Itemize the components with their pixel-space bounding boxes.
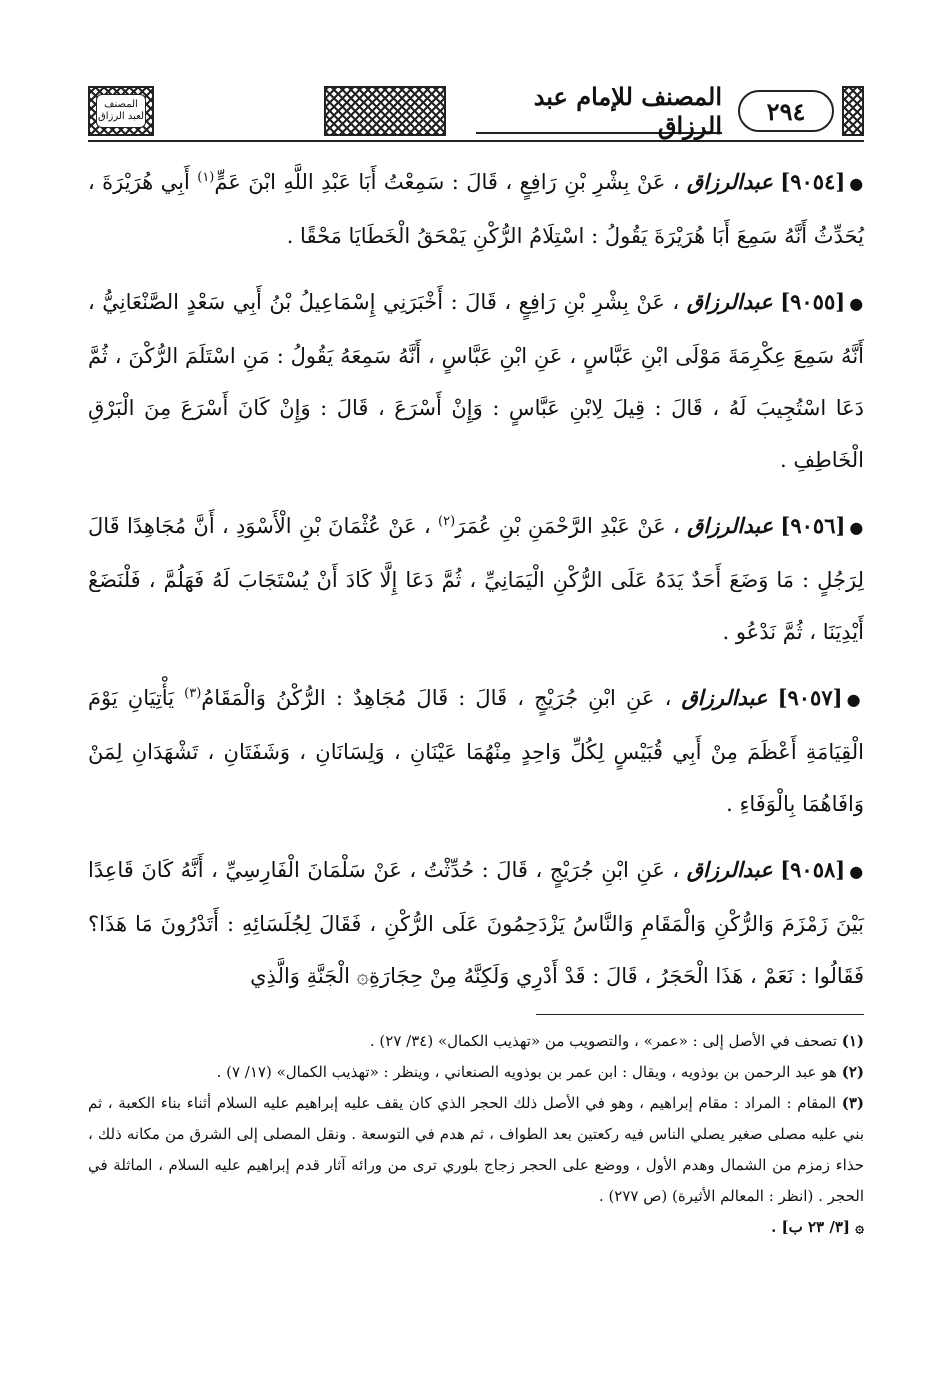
hadith-paragraph — [88, 156, 864, 262]
footnote-text: تصحف في الأصل إلى : «عمر» ، والتصويب من «تهذيب الكمال» (٣٤/ ٢٧) . — [369, 1032, 837, 1050]
page-header — [88, 82, 864, 140]
footnote-rule — [536, 1014, 864, 1015]
hadith-text: ، عَنْ بِشْرِ بْنِ رَافِعٍ ، قَالَ : سَمِعْتُ أَبَا عَبْدِ اللَّهِ ابْنَ عَمٍّ — [214, 170, 680, 194]
hadith-paragraph — [88, 844, 864, 1002]
hadith-paragraph — [88, 672, 864, 830]
hadith-text: ، عَنِ ابْنِ جُرَيْجٍ ، قَالَ : حُدِّثْتُ ، عَنْ سَلْمَانَ الْفَارِسِيِّ ، أَنَّهُ كَانَ قَاعِدًا بَيْنَ زَمْزَمَ وَالرُّكْنِ وَالْمَقَامِ وَالنَّاسُ يَزْدَحِمُونَ عَلَى الرُّكْنِ ، فَقَالَ لِجُلَسَائِهِ : أَتَدْرُونَ مَا هَذَا؟ فَقَالُوا : نَعَمْ ، هَذَا الْحَجَرُ ، قَالَ : قَدْ أَدْرِي وَلَكِنَّهُ مِنْ حِجَارَةِ — [88, 858, 864, 988]
narrator: عبدالرزاق — [686, 169, 773, 194]
narrator: عبدالرزاق — [686, 857, 773, 882]
footnote-ref: (١) — [197, 170, 215, 185]
bullet-icon: ● — [849, 294, 864, 313]
hadith-text-cont: ۞ الْجَنَّةِ وَالَّذِي — [250, 964, 369, 988]
header-ornament-band — [324, 86, 446, 136]
footnote-ref: (٢) — [438, 514, 456, 529]
bullet-icon: ● — [849, 174, 864, 193]
footnote-number: (١) — [841, 1032, 864, 1050]
footnote-text: هو عبد الرحمن بن بوذويه ، ويقال : ابن عمر بن بوذويه الصنعاني ، وينظر : «تهذيب الكمال» (١٧/ ٧) . — [216, 1063, 837, 1081]
hadith-text-cont: أَبِي هُرَيْرَةَ ، يُحَدِّثُ أَنَّهُ سَمِعَ أَبَا هُرَيْرَةَ يَقُولُ : اسْتِلَامُ الرُّكْنِ يَمْحَقُ الْخَطَايَا مَحْقًا . — [88, 170, 864, 248]
footnote-1 — [88, 1026, 864, 1057]
header-ornament-edge — [842, 86, 864, 136]
running-title: المصنف للإمام عبد الرزاق — [476, 90, 722, 134]
footnote-text: المقام : المراد : مقام إبراهيم ، وهو في الأصل ذلك الحجر الذي كان يقف عليه إبراهيم عليه السلام أثناء بناء الكعبة ، ثم بني عليه مصلى صغير يصلي الناس فيه ركعتين بعد الطواف ، ثم هدم في التوسعة . ونقل المصلى إلى الشرق من مكانه ذلك ، حذاء زمزم من الشمال وهدم الأول ، ووضع على الحجر زجاج بلوري ترى من ورائه آثار قدم إبراهيم عليه السلام ، الماثلة في الحجر . (انظر : المعالم الأثيرة) (ص ٢٧٧) . — [88, 1094, 864, 1205]
footnote-number: (٣) — [841, 1094, 864, 1112]
footnote-ref: (٣) — [184, 686, 202, 701]
hadith-number: [٩٠٥٨] — [780, 857, 846, 882]
hadith-text: ، عَنِ ابْنِ جُرَيْجٍ ، قَالَ : قَالَ مُجَاهِدٌ : الرُّكْنُ وَالْمَقَامُ — [201, 686, 672, 710]
hadith-9058 — [88, 844, 864, 1002]
footnote-3 — [88, 1088, 864, 1212]
header-rule — [88, 140, 864, 142]
emblem-frame — [96, 94, 146, 128]
hadith-text-cont: ، عَنْ عُثْمَانَ بْنِ الْأَسْوَدِ ، أَنَّ مُجَاهِدًا قَالَ لِرَجُلٍ : مَا وَضَعَ أَحَدٌ يَدَهُ عَلَى الرُّكْنِ الْيَمَانِيِّ ، ثُمَّ دَعَا إِلَّا كَادَ أَنْ يُسْتَجَابَ لَهُ فَهَلُمَّ ، فَلْنَضَعْ أَيْدِيَنَا ، ثُمَّ نَدْعُو . — [88, 514, 864, 644]
hadith-9055 — [88, 276, 864, 486]
header-emblem — [88, 86, 154, 136]
hadith-paragraph — [88, 500, 864, 658]
hadith-9056 — [88, 500, 864, 658]
main-text — [88, 156, 864, 1016]
bullet-icon: ● — [849, 518, 864, 537]
folio-mark: ۞ [٣/ ٢٣ ب] . — [771, 1218, 864, 1236]
hadith-number: [٩٠٥٧] — [777, 685, 843, 710]
hadith-number: [٩٠٥٥] — [780, 289, 846, 314]
page-number-frame — [738, 90, 834, 132]
narrator: عبدالرزاق — [687, 513, 774, 538]
footnote-number: (٢) — [841, 1063, 864, 1081]
hadith-paragraph — [88, 276, 864, 486]
hadith-text-cont: يَأْتِيَانِ يَوْمَ الْقِيَامَةِ أَعْظَمَ مِنْ أَبِي قُبَيْسٍ لِكُلِّ وَاحِدٍ مِنْهُمَا عَيْنَانِ ، وَلِسَانَانِ ، وَشَفَتَانِ ، تَشْهَدَانِ لِمَنْ وَافَاهُمَا بِالْوَفَاءِ . — [88, 686, 864, 816]
narrator: عبدالرزاق — [686, 289, 773, 314]
page-number: ٢٩٤ — [766, 96, 806, 126]
hadith-number: [٩٠٥٤] — [780, 169, 846, 194]
emblem-text: المصنف لعبد الرزاق — [97, 99, 145, 122]
folio-mark-line — [88, 1212, 864, 1243]
hadith-9057 — [88, 672, 864, 830]
hadith-number: [٩٠٥٦] — [780, 513, 846, 538]
hadith-text: ، عَنْ عَبْدِ الرَّحْمَنِ بْنِ عُمَرَ — [455, 514, 680, 538]
footnotes — [88, 1026, 864, 1243]
bullet-icon: ● — [849, 862, 864, 881]
hadith-9054 — [88, 156, 864, 262]
footnote-2 — [88, 1057, 864, 1088]
hadith-text: ، عَنْ بِشْرِ بْنِ رَافِعٍ ، قَالَ : أَخْبَرَنِي إِسْمَاعِيلُ بْنُ أَبِي سَعْدٍ الصَّنْعَانِيُّ ، أَنَّهُ سَمِعَ عِكْرِمَةَ مَوْلَى ابْنِ عَبَّاسٍ ، عَنِ ابْنِ عَبَّاسٍ ، أَنَّهُ سَمِعَهُ يَقُولُ : مَنِ اسْتَلَمَ الرُّكْنَ ، ثُمَّ دَعَا اسْتُجِيبَ لَهُ ، قَالَ : قِيلَ لِابْنِ عَبَّاسٍ : وَإِنْ أَسْرَعَ ، قَالَ : وَإِنْ كَانَ أَسْرَعَ مِنَ الْبَرْقِ الْخَاطِفِ . — [88, 290, 864, 472]
bullet-icon: ● — [846, 690, 864, 709]
narrator: عبدالرزاق — [681, 685, 768, 710]
